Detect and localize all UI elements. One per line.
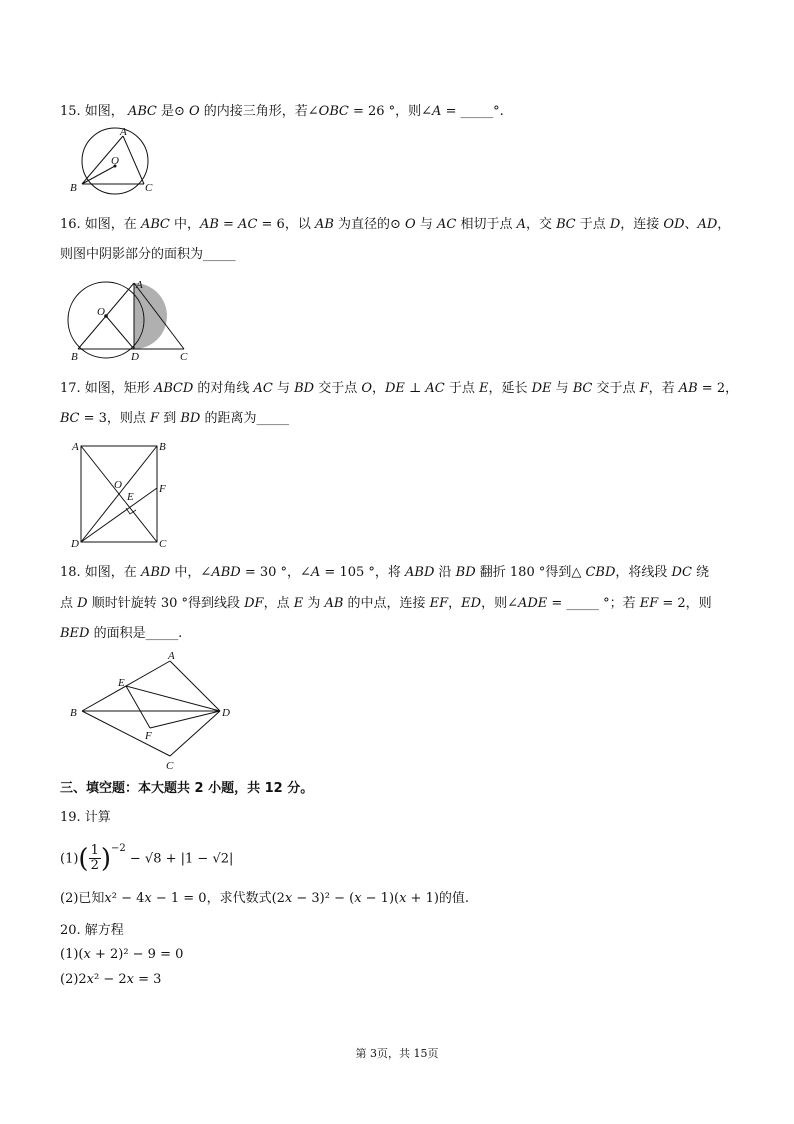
- q16-label-a: A: [136, 279, 143, 291]
- q17-label-c: C: [159, 538, 167, 550]
- q18-label-c: C: [166, 760, 174, 772]
- q16-label-b: B: [71, 351, 78, 363]
- q19-part1: (1)( $\frac{1}{2}$ )$^{-2}$ − √8 + |1 − √2|: [60, 843, 234, 874]
- q16-label-o: O: [97, 306, 105, 318]
- q15-label-c: C: [145, 182, 153, 194]
- q15-label-a: A: [120, 126, 127, 138]
- q17-label-a: A: [72, 441, 79, 453]
- q17-line2: 𝐵𝐶 = 3，则点 𝐹 到 𝐵𝐷 的距离为_____: [60, 411, 289, 426]
- q17-line1: 17. 如图，矩形 𝐴𝐵𝐶𝐷 的对角线 𝐴𝐶 与 𝐵𝐷 交于点 𝑂，𝐷𝐸 ⊥ 𝐴𝐶 于点 𝐸，延长 𝐷𝐸 与 𝐵𝐶 交于点 𝐹，若 𝐴𝐵 = 2，: [60, 381, 739, 396]
- q16-line1: 16. 如图，在 𝐴𝐵𝐶 中，𝐴𝐵 = 𝐴𝐶 = 6，以 𝐴𝐵 为直径的⊙ 𝑂 与 𝐴𝐶 相切于点 𝐴，交 𝐵𝐶 于点 𝐷，连接 𝑂𝐷、𝐴𝐷，: [60, 217, 731, 232]
- q19-title: 19. 计算: [60, 810, 111, 825]
- q16-figure: [66, 276, 196, 364]
- q20-part2: (2)2𝑥² − 2𝑥 = 3: [60, 972, 162, 987]
- q16-label-d: D: [131, 351, 139, 363]
- q18-label-e: E: [118, 677, 125, 689]
- q19-part1-rest: − √8 + |1 − √2|: [125, 851, 234, 867]
- q17-figure: [66, 436, 181, 552]
- q18-label-d: D: [222, 707, 230, 719]
- q19-numerator: 1: [90, 843, 99, 859]
- q20-title: 20. 解方程: [60, 923, 124, 938]
- q20-part1: (1)(𝑥 + 2)² − 9 = 0: [60, 947, 184, 962]
- q18-line1: 18. 如图，在 𝐴𝐵𝐷 中，∠𝐴𝐵𝐷 = 30 °，∠𝐴 = 105 °，将 𝐴𝐵𝐷 沿 𝐵𝐷 翻折 180 °得到△ 𝐶𝐵𝐷，将线段 𝐷𝐶 绕: [60, 565, 710, 580]
- q18-line3: 𝐵𝐸𝐷 的面积是_____.: [60, 626, 183, 641]
- q15-figure: [68, 124, 164, 196]
- q18-label-f: F: [145, 730, 152, 742]
- q19-part2: (2)已知𝑥² − 4𝑥 − 1 = 0，求代数式(2𝑥 − 3)² − (𝑥 − 1)(𝑥 + 1)的值.: [60, 891, 470, 906]
- section-heading: 三、填空题：本大题共 2 小题，共 12 分。: [60, 781, 314, 796]
- q18-label-b: B: [70, 707, 77, 719]
- q16-label-c: C: [180, 351, 188, 363]
- q15-label-b: B: [70, 182, 77, 194]
- page-footer: 第 3页，共 15页: [355, 1047, 439, 1060]
- q18-label-a: A: [168, 650, 175, 662]
- q15-text: 15. 如图， 𝐴𝐵𝐶 是⊙ 𝑂 的内接三角形，若∠𝑂𝐵𝐶 = 26 °，则∠𝐴 = _____°.: [60, 104, 504, 119]
- q19-part1-prefix: (1): [60, 851, 79, 867]
- q16-line2: 则图中阴影部分的面积为_____: [60, 247, 236, 262]
- q18-figure: [66, 646, 242, 774]
- q17-label-o: O: [114, 479, 122, 491]
- q19-denominator: 2: [90, 858, 99, 874]
- q18-line2: 点 𝐷 顺时针旋转 30 °得到线段 𝐷𝐹，点 𝐸 为 𝐴𝐵 的中点，连接 𝐸𝐹，𝐸𝐷，则∠𝐴𝐷𝐸 = _____ °；若 𝐸𝐹 = 2，则: [60, 596, 712, 611]
- q17-label-d: D: [71, 538, 79, 550]
- q19-fraction: [89, 844, 101, 873]
- q17-label-f: F: [159, 483, 166, 495]
- q17-label-b: B: [159, 441, 166, 453]
- q19-exponent: −2: [111, 843, 126, 854]
- q17-label-e: E: [127, 491, 134, 503]
- q15-label-o: O: [111, 155, 119, 167]
